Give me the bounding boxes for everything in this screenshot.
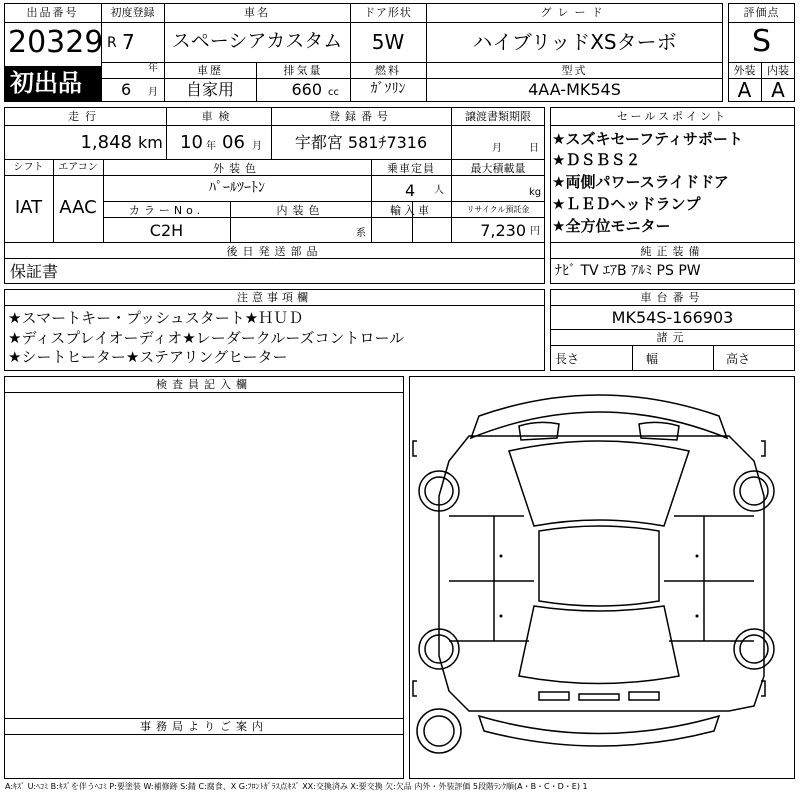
chassis-number: MK54S-166903: [611, 308, 734, 327]
lot-number: 20329: [8, 25, 104, 60]
capacity-unit: 人: [434, 185, 444, 196]
sales-point-item: ★全方位モニター: [552, 217, 671, 235]
history-label: 車歴: [197, 64, 223, 77]
inspection-year-unit: 年: [206, 141, 216, 152]
color-value: ﾊﾟｰﾙﾂｰﾄﾝ: [209, 180, 265, 196]
first-reg-month: 6: [121, 80, 132, 99]
car-name-label: 車名: [244, 6, 270, 19]
shift-label: シフト: [13, 162, 44, 173]
width-label: 幅: [646, 352, 659, 366]
year-unit: 年: [148, 63, 158, 74]
max-load-label: 最大積載量: [470, 162, 526, 175]
length-label: 長さ: [555, 352, 580, 366]
color-label: 外装色: [213, 162, 261, 175]
tail-light-right: [629, 692, 659, 700]
genuine-equipment-label: 純正装備: [640, 245, 705, 258]
sales-point-item: ★ＤＳＢＳ２: [552, 151, 641, 169]
first-reg-year: 7: [122, 30, 135, 54]
notes-line: ★シートヒーター★ステアリングヒーター: [8, 348, 288, 366]
rear-plate: [579, 694, 619, 700]
interior-grade: A: [771, 78, 785, 102]
lot-number-label: 出品番号: [26, 6, 79, 19]
exterior-grade: A: [737, 78, 752, 102]
rating-value: S: [751, 24, 772, 59]
wheel-rear-right: [734, 629, 774, 669]
model-value: 4AA-MK54S: [528, 80, 621, 99]
displacement-value: 660: [291, 80, 322, 99]
height-label: 高さ: [726, 352, 751, 366]
office-label: 事務局よりご案内: [140, 720, 268, 733]
recycle-unit: 円: [530, 226, 540, 237]
ac-label: エアコン: [58, 162, 98, 173]
roof: [539, 526, 659, 606]
transfer-month-unit: 月: [492, 143, 502, 154]
plate-label: 登録番号: [329, 110, 393, 123]
capacity-value: 4: [405, 181, 416, 200]
interior-label: 内装: [767, 64, 789, 77]
mirror-right-bracket: [761, 441, 765, 456]
front-bumper-outline: [471, 395, 727, 438]
door-label: ドア形状: [364, 6, 412, 19]
mirror-left-bracket: [413, 441, 417, 456]
later-parts-value: 保証書: [10, 262, 59, 281]
inspector-label: 検査員記入欄: [156, 378, 252, 391]
notes-label: 注意事項欄: [237, 291, 312, 304]
sales-point-item: ★両側パワースライドドア: [552, 173, 729, 191]
dims-label: 諸元: [656, 331, 689, 344]
history-value: 自家用: [185, 80, 234, 99]
fuel-label: 燃料: [375, 64, 401, 77]
recycle-value: 7,230: [480, 221, 526, 240]
shift-value: IAT: [14, 197, 43, 218]
displacement-unit: cc: [328, 87, 339, 98]
interior-color-unit: 系: [356, 228, 366, 239]
mileage-label: 走行: [68, 110, 102, 123]
legend-text: A:ｷｽﾞ U:ﾍｺﾐ B:ｷｽﾞを伴うﾍｺﾐ P:要塗装 W:補修跡 S:錆 C:腐食、X G:ﾌﾛﾝﾄｶﾞﾗｽ点ｷｽﾞ XX:交換済み X:要交換 欠:欠品 内外・外装評価 5段階ﾗﾝｸ順(A・B・C・D・E) 1: [5, 782, 588, 791]
color-no-value: C2H: [149, 221, 184, 240]
plate-value: 宇都宮 581ﾁ7316: [294, 133, 428, 152]
inspection-month-unit: 月: [252, 141, 262, 152]
sales-point-item: ★ＬＥＤヘッドランプ: [552, 195, 701, 213]
max-load-unit: kg: [529, 187, 542, 198]
mileage-value: 1,848: [80, 132, 132, 153]
wheel-front-right: [734, 471, 774, 511]
mileage-unit: km: [138, 133, 163, 152]
transfer-label: 譲渡書類期限: [465, 110, 531, 123]
rear-window: [519, 606, 679, 684]
capacity-label: 乗車定員: [387, 162, 435, 175]
windshield: [509, 441, 689, 526]
ac-value: AAC: [59, 197, 97, 218]
import-label: 輸入車: [390, 204, 432, 217]
inspection-year: 10: [180, 132, 203, 153]
color-no-label: カラーNo.: [128, 204, 205, 217]
wheel-front-left: [419, 471, 459, 511]
model-label: 型式: [561, 64, 588, 77]
rating-label: 評価点: [743, 6, 780, 19]
fuel-value: ｶﾞｿﾘﾝ: [370, 81, 406, 97]
headlight-right: [639, 422, 679, 440]
first-reg-label: 初度登録: [110, 6, 155, 19]
genuine-equipment-value: ﾅﾋﾞ TV ｴｱB ｱﾙﾐ PS PW: [555, 263, 701, 279]
month-unit: 月: [148, 87, 158, 98]
later-parts-label: 後日発送部品: [226, 245, 323, 258]
chassis-label: 車台番号: [640, 291, 705, 304]
grade-label: グレード: [540, 6, 609, 19]
transfer-day-unit: 日: [529, 143, 539, 154]
tail-light-left: [539, 692, 569, 700]
first-listing-text: 初出品: [10, 69, 82, 97]
displacement-label: 排気量: [283, 64, 323, 77]
car-name: スペーシアカスタム: [171, 30, 343, 52]
body-outline: [439, 436, 764, 711]
door-value: 5W: [371, 30, 405, 54]
first-reg-era: R: [107, 35, 117, 51]
notes-line: ★ディスプレイオーディオ★レーダークルーズコントロール: [8, 329, 405, 347]
recycle-label: リサイクル預託金: [466, 205, 530, 214]
rear-bumper-outline: [479, 716, 719, 746]
exterior-label: 外装: [733, 64, 756, 77]
inspection-label: 車検: [201, 110, 236, 123]
sales-point-item: ★スズキセーフティサポート: [552, 130, 743, 148]
inspection-month: 06: [222, 132, 245, 153]
notes-line: ★スマートキー・プッシュスタート★ＨＵＤ: [8, 309, 304, 327]
car-diagram: [409, 376, 795, 779]
wheel-spare: [417, 709, 461, 753]
grade-value: ハイブリッドXSターボ: [472, 30, 677, 54]
sales-points-label: セールスポイント: [616, 110, 728, 123]
headlight-left: [519, 422, 559, 440]
interior-color-label: 内装色: [276, 204, 325, 217]
